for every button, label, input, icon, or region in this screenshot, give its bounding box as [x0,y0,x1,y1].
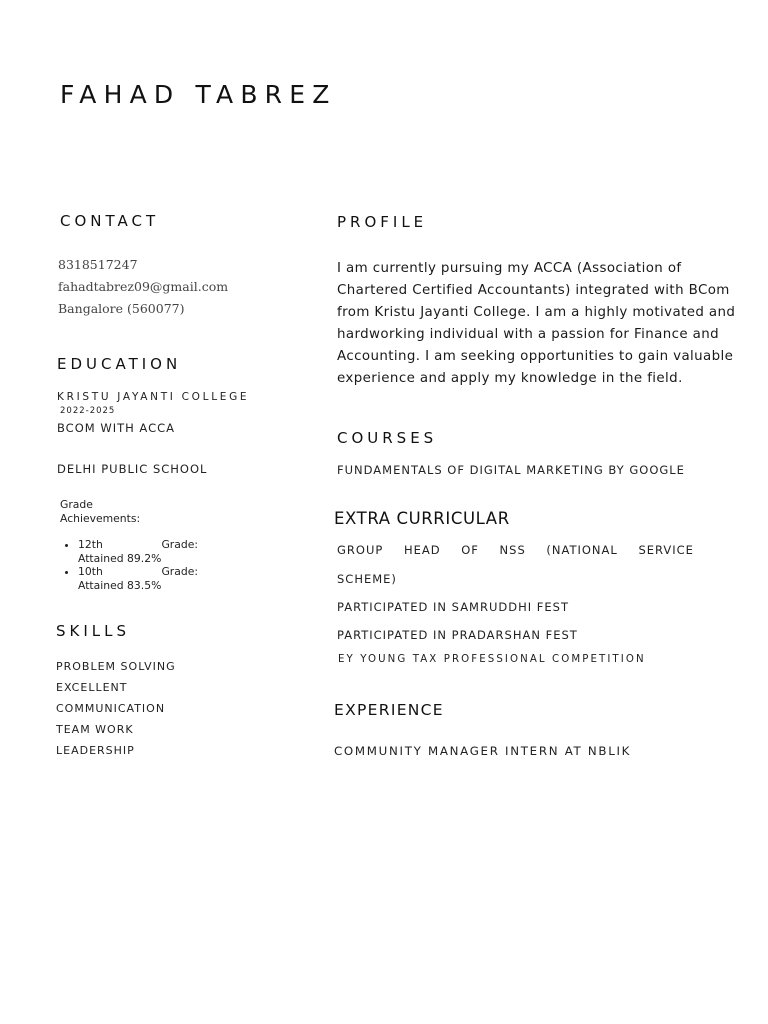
extra-curricular-item: PARTICIPATED IN PRADARSHAN FEST [337,628,578,642]
education-school: DELHI PUBLIC SCHOOL [57,462,208,476]
contact-phone: 8318517247 [58,257,138,272]
grade-label: Grade [60,498,93,511]
word: GROUP [337,543,384,557]
achievement-attained: Attained 89.2% [78,551,162,565]
skill-item: PROBLEM SOLVING [56,660,176,673]
achievement-class: • 10th [78,565,103,578]
achievement-grade-label: Grade: [161,565,198,578]
word: SERVICE [638,543,694,557]
skill-item: LEADERSHIP [56,744,135,757]
course-item: FUNDAMENTALS OF DIGITAL MARKETING BY GOOGLE [337,463,685,477]
profile-heading: PROFILE [337,213,428,231]
list-item [78,565,198,592]
skill-item: COMMUNICATION [56,702,166,715]
achievement-attained: Attained 83.5% [78,578,162,592]
word: (NATIONAL [546,543,618,557]
list-item [78,538,198,565]
contact-location: Bangalore (560077) [58,301,185,316]
achievements-label: Achievements: [60,512,141,525]
resume-name: FAHAD TABREZ [60,80,337,109]
extra-curricular-ey: EY YOUNG TAX PROFESSIONAL COMPETITION [338,654,646,665]
achievement-grade-label: Grade: [161,538,198,551]
achievements-list [60,538,198,592]
education-heading: EDUCATION [57,355,182,373]
word: OF [461,543,479,557]
contact-heading: CONTACT [60,212,160,230]
skill-item: EXCELLENT [56,681,128,694]
extra-curricular-line1-cont: SCHEME) [337,572,397,586]
achievement-class: • 12th [78,538,103,551]
extra-curricular-item: PARTICIPATED IN SAMRUDDHI FEST [337,600,570,614]
education-degree: BCOM WITH ACCA [57,421,176,435]
extra-curricular-heading: EXTRA CURRICULAR [334,509,510,528]
courses-heading: COURSES [337,429,438,447]
skill-item: TEAM WORK [56,723,134,736]
profile-text: I am currently pursuing my ACCA (Association of Chartered Certified Accountants) integrated with BCom from Kristu Jayanti College. I am a highly motivated and hardworking individual with a passion for Finance and Accounting. I am seeking opportunities to gain valuable experience and apply my knowledge in the field. [337,261,736,386]
experience-heading: EXPERIENCE [334,701,444,719]
experience-item: COMMUNITY MANAGER INTERN AT NBLIK [334,744,632,758]
education-years: 2022-2025 [60,406,116,416]
skills-heading: SKILLS [56,622,131,640]
contact-email[interactable]: fahadtabrez09@gmail.com [58,279,229,294]
word: NSS [499,543,526,557]
education-college: KRISTU JAYANTI COLLEGE [57,391,250,403]
word: HEAD [403,543,441,557]
extra-curricular-line1 [337,543,694,557]
